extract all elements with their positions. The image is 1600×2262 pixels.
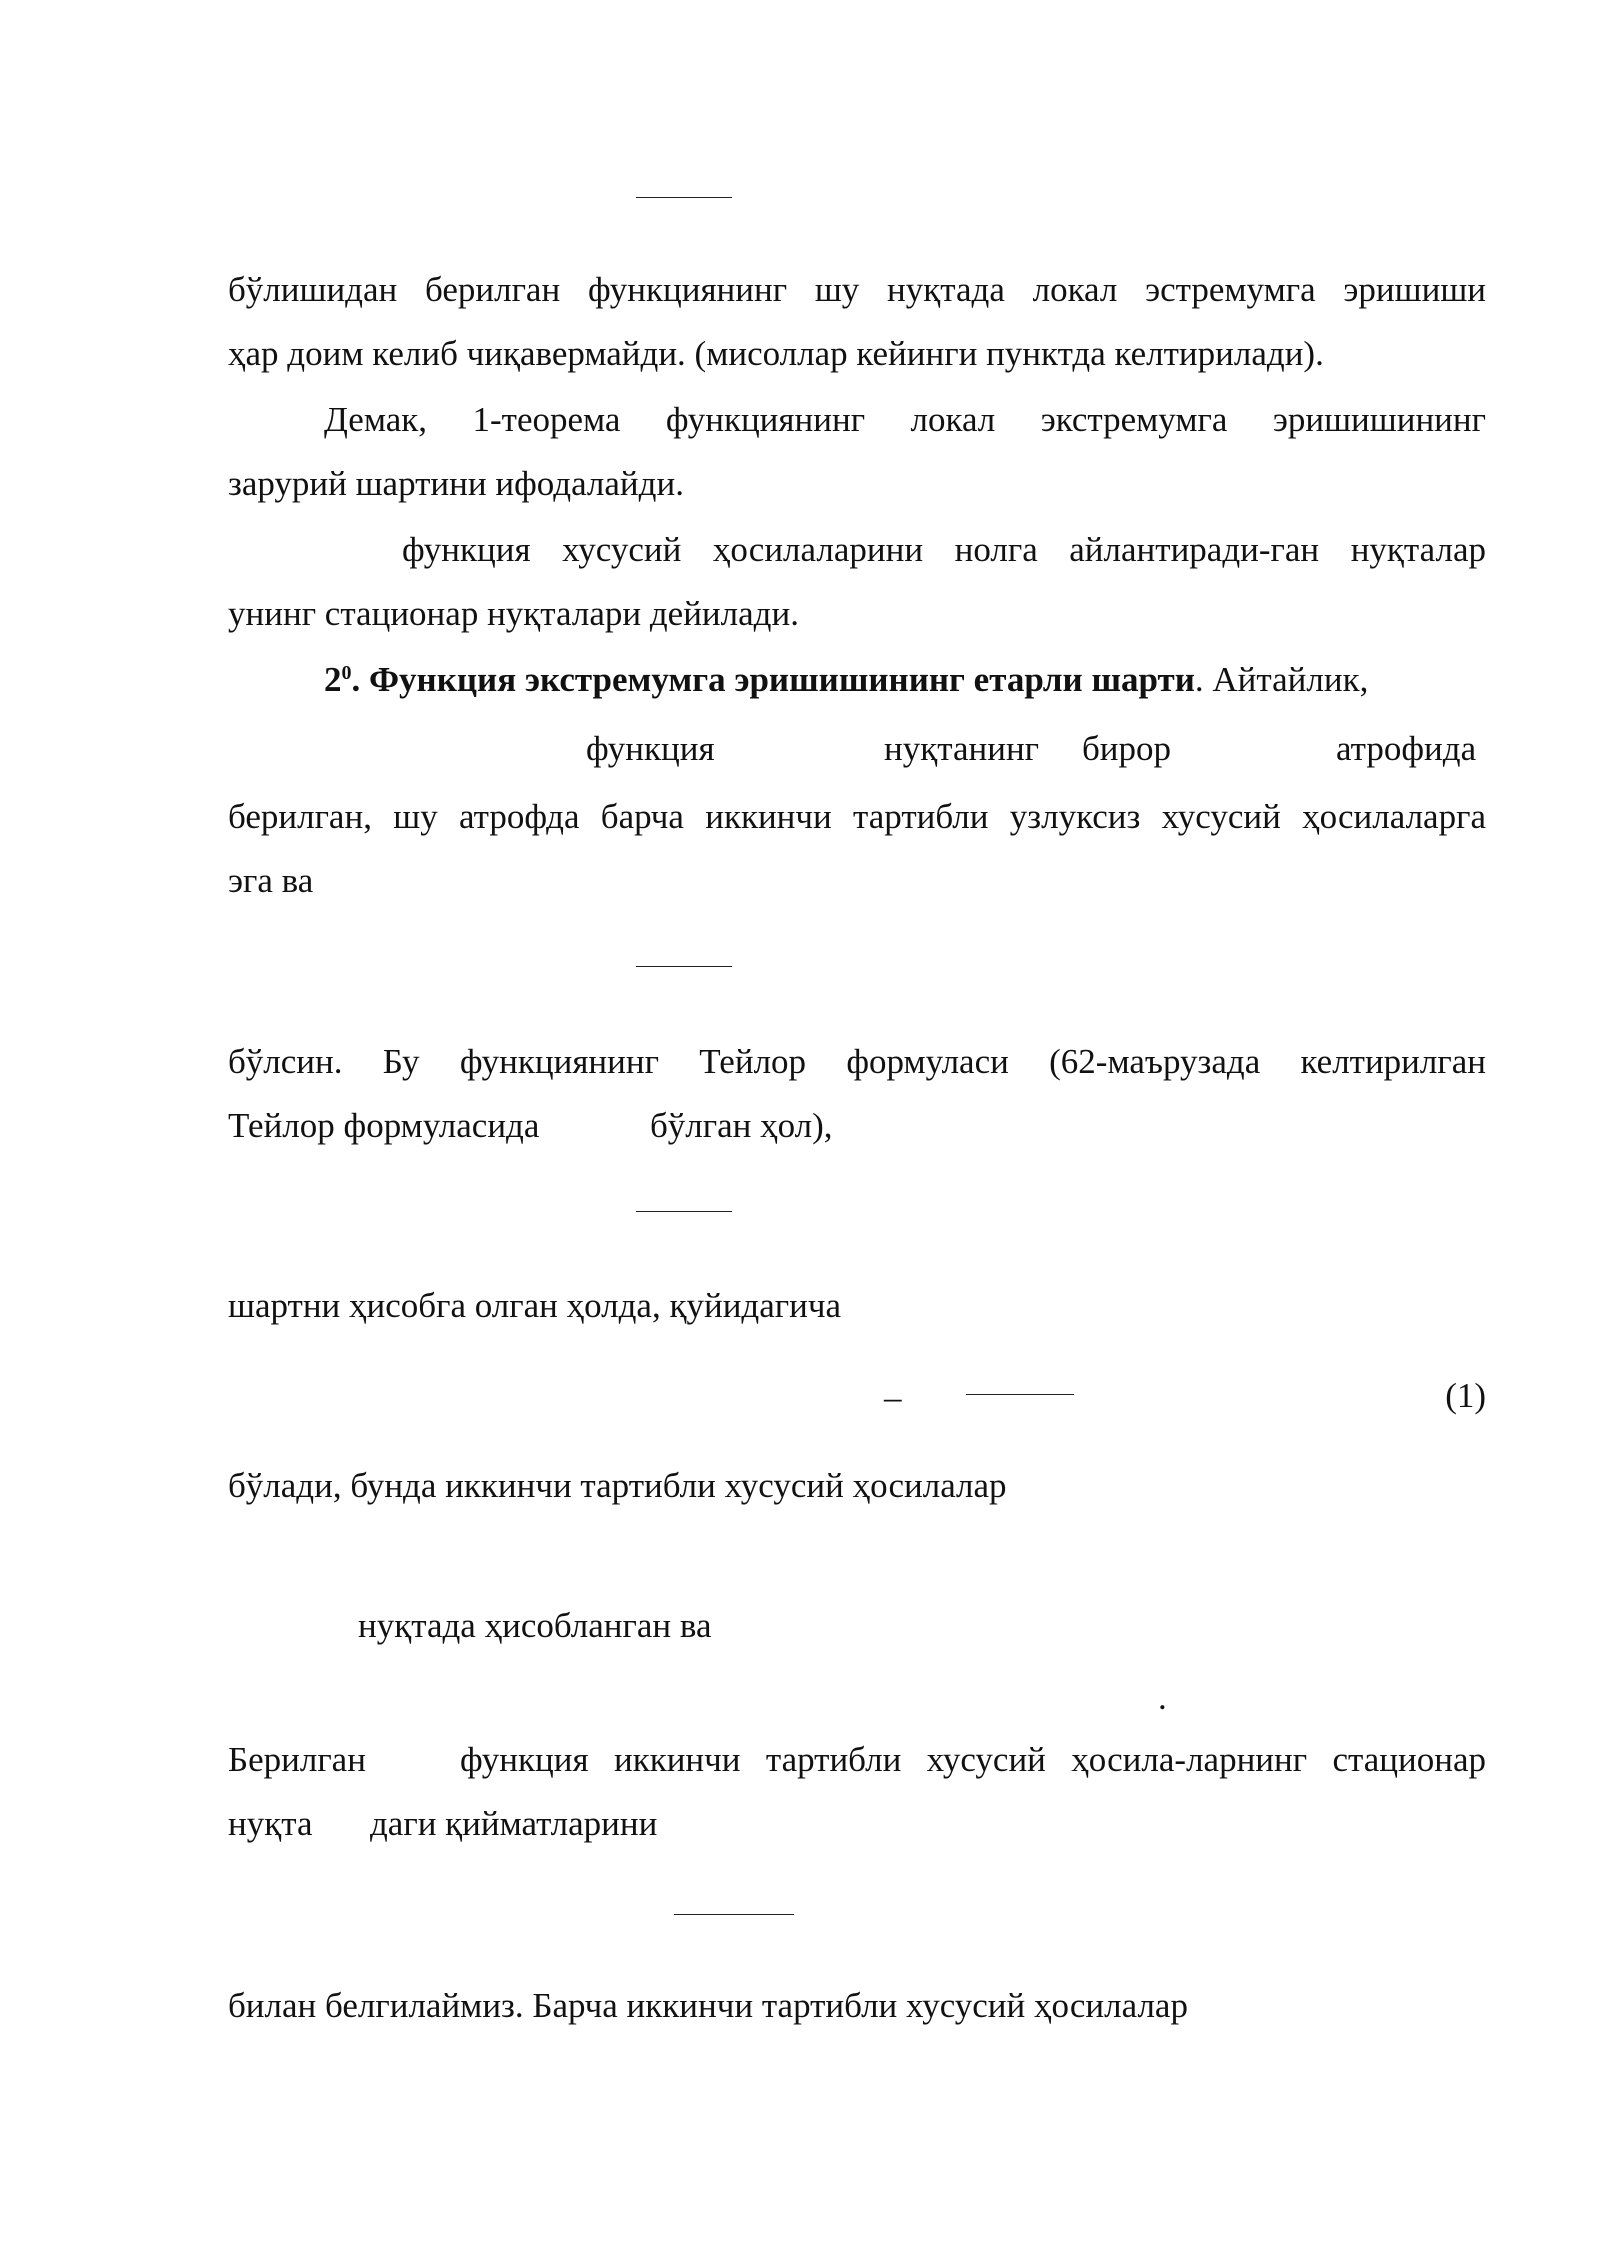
paragraph-line: унинг стационар нуқталари дейилади. <box>228 594 799 633</box>
section-number-superscript: 0 <box>341 662 352 684</box>
paragraph-word: функция <box>586 729 715 768</box>
paragraph-word: атрофида <box>1336 729 1477 768</box>
paragraph-line: бўлсин. Бу функциянинг Тейлор формуласи (62-маърузада келтирилган <box>228 1042 1486 1081</box>
section-number: 2 <box>324 660 342 699</box>
paragraph-line: бўлишидан берилган функциянинг шу нуқтада локал эстремумга эришиши <box>228 270 1486 309</box>
formula-period: . <box>1158 1678 1167 1717</box>
fraction-bar <box>966 1394 1074 1395</box>
fraction-bar <box>636 966 732 967</box>
fraction-bar <box>674 1914 794 1915</box>
section-heading <box>324 658 1486 702</box>
section-heading-bold <box>324 660 1195 699</box>
paragraph-line: Демак, 1-теорема функциянинг локал экстремумга эришишининг <box>324 400 1486 439</box>
paragraph-fragment: нуқтада ҳисобланган ва <box>358 1606 712 1645</box>
formula-minus-sign: – <box>884 1378 902 1417</box>
paragraph-fragment: Берилган <box>228 1740 366 1779</box>
fraction-bar <box>636 197 732 198</box>
paragraph-fragment: нуқта <box>228 1804 313 1843</box>
paragraph-line: билан белгилаймиз. Барча иккинчи тартибли хусусий ҳосилалар <box>228 1986 1188 2025</box>
paragraph-line: берилган, шу атрофда барча иккинчи тартибли узлуксиз хусусий ҳосилаларга <box>228 797 1486 836</box>
equation-number: (1) <box>1445 1376 1486 1415</box>
paragraph-fragment: функция иккинчи тартибли хусусий ҳосила-ларнинг стационар <box>460 1740 1486 1779</box>
paragraph-line: зарурий шартини ифодалайди. <box>228 464 684 503</box>
fraction-bar <box>636 1211 732 1212</box>
paragraph-fragment: бўлган ҳол), <box>650 1106 833 1145</box>
paragraph-fragment: Тейлор формуласида <box>228 1106 540 1145</box>
paragraph-word: нуқтанинг <box>884 729 1040 768</box>
section-heading-tail: . Айтайлик, <box>1194 660 1369 699</box>
paragraph-line: ҳар доим келиб чиқавермайди. (мисоллар кейинги пунктда келтирилади). <box>228 334 1324 373</box>
paragraph-word: бирор <box>1082 729 1172 768</box>
paragraph-line: эга ва <box>228 861 314 900</box>
paragraph-line: функция хусусий ҳосилаларини нолга айлантиради-ган нуқталар <box>402 530 1486 569</box>
section-title: . Функция экстремумга эришишининг етарли шарти <box>351 660 1195 699</box>
paragraph-fragment: даги қийматларини <box>370 1804 658 1843</box>
paragraph-line: шартни ҳисобга олган ҳолда, қуйидагича <box>228 1286 841 1325</box>
paragraph-line: бўлади, бунда иккинчи тартибли хусусий ҳосилалар <box>228 1466 1007 1505</box>
